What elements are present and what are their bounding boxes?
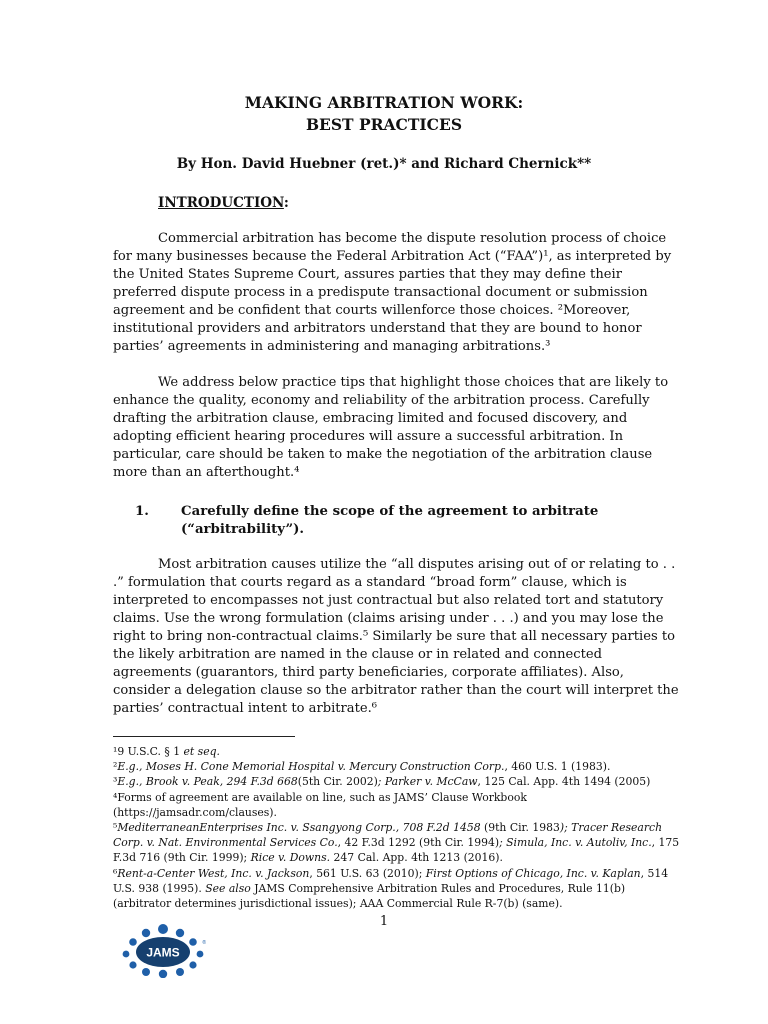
footnote-6 [113, 866, 669, 881]
footnote-text: JAMS Comprehensive Arbitration Rules and Procedures, Rule 11(b) [250, 881, 626, 895]
footnote-marker: ¹ [113, 745, 118, 758]
section-1-number: 1. [135, 504, 149, 519]
introduction-heading-text: INTRODUCTION [158, 195, 284, 211]
paragraph-3-line: .” formulation that courts regard as a standard “broad form” clause, which is [113, 575, 627, 590]
paragraph-2 [113, 374, 669, 482]
footnote-italic: et seq. [183, 745, 220, 758]
paragraph-1 [113, 230, 672, 356]
paragraph-2-line: We address below practice tips that highlight those choices that are likely to [158, 375, 669, 390]
footnote-4-continued: (https://jamsadr.com/clauses). [113, 805, 277, 819]
footnote-marker: ³ [113, 775, 118, 789]
footnote-text: U.S. 938 (1995). [113, 881, 206, 895]
footnote-italic: Rent-a-Center West, Inc. v. Jackson [117, 866, 310, 880]
footnote-text: 9 U.S.C. § 1 [117, 745, 184, 758]
footnote-italic: Corp. v. Nat. Environmental Services Co. [113, 836, 338, 850]
footnote-text: (5th Cir. 2002) [297, 775, 378, 789]
footnote-italic: E.g., Moses H. Cone Memorial Hospital v. Mercury Construction Corp. [117, 760, 505, 774]
paragraph-3-line: Most arbitration causes utilize the “all disputes arising out of or relating to . . [158, 557, 676, 572]
footnote-text: , 175 [651, 836, 680, 850]
footnote-italic: MediterraneanEnterprises Inc. v. Ssangyong Corp., 708 F.2d 1458 [117, 820, 481, 834]
footnote-text: , 514 [640, 866, 669, 880]
footnote-italic: ); Tracer Research [559, 820, 663, 834]
logo-registered-mark: ® [202, 940, 206, 946]
title-line-2: BEST PRACTICES [305, 115, 463, 134]
paragraph-3 [113, 556, 679, 718]
paragraph-1-line: the United States Supreme Court, assures parties that they may define their [113, 267, 622, 282]
paragraph-3-line: right to bring non-contractual claims.⁵ Similarly be sure that all necessary parties to [113, 629, 676, 644]
paragraph-1-line: for many businesses because the Federal Arbitration Act (“FAA”)¹, as interpreted by [113, 249, 672, 264]
footnote-italic: E.g., Brook v. Peak, 294 F.3d 668 [117, 775, 298, 789]
footnote-text: , 561 U.S. 63 (2010); [309, 866, 426, 880]
footnote-marker: ² [113, 760, 118, 774]
paragraph-3-line: agreements (guarantors, third party beneficiaries, corporate affiliates). Also, [113, 665, 624, 680]
footnote-text: , 460 U.S. 1 (1983). [504, 760, 611, 774]
footnote-5-continued [113, 835, 680, 850]
introduction-heading [158, 194, 289, 212]
section-1-heading-line: (“arbitrability”). [181, 522, 305, 537]
section-1-heading-line: Carefully define the scope of the agreement to arbitrate [181, 504, 599, 519]
paragraph-2-line: adopting efficient hearing procedures will assure a successful arbitration. In [113, 429, 624, 444]
title-line-1: MAKING ARBITRATION WORK: [244, 93, 524, 112]
footnote-4: ⁴Forms of agreement are available on line, such as JAMS’ Clause Workbook [113, 790, 527, 804]
footnote-6-continued [113, 881, 658, 896]
footnote-5 [113, 820, 663, 835]
footnote-italic: ; Simula, Inc. v. Autoliv, Inc. [499, 836, 652, 850]
paragraph-1-line: preferred dispute process in a predispute transactional document or submission [113, 285, 648, 300]
paragraph-1-line: parties’ agreements in administering and managing arbitrations.³ [113, 339, 551, 354]
footnote-6-continued: (arbitrator determines jurisdictional issues); AAA Commercial Rule R-7(b) (same). [113, 896, 563, 910]
footnote-text: , 42 F.3d 1292 (9th Cir. 1994) [337, 836, 500, 850]
footnote-italic: ; Parker v. McCaw [377, 775, 478, 789]
paragraph-1-line: Commercial arbitration has become the dispute resolution process of choice [158, 231, 667, 246]
paragraph-1-line: agreement and be confident that courts willenforce those choices. ²Moreover, [113, 303, 631, 318]
paragraph-3-line: the likely arbitration are named in the clause or in related and connected [113, 647, 602, 662]
footnote-marker: ⁵ [113, 820, 118, 834]
document-title [0, 92, 768, 136]
section-1-heading-text [181, 503, 598, 539]
paragraph-2-line: enhance the quality, economy and reliability of the arbitration process. Carefully [113, 393, 650, 408]
page-number: 1 [379, 914, 389, 929]
paragraph-3-line: parties’ contractual intent to arbitrate.⁶ [113, 701, 378, 716]
footnote-marker: ⁶ [113, 866, 118, 880]
footnote-separator [113, 736, 295, 737]
logo-text: JAMS [146, 945, 180, 960]
paragraph-2-line: drafting the arbitration clause, embracing limited and focused discovery, and [113, 411, 628, 426]
footnote-text: 247 Cal. App. 4th 1213 (2016). [330, 851, 503, 865]
footnote-italic: First Options of Chicago, Inc. v. Kaplan [425, 866, 641, 880]
paragraph-2-line: particular, care should be taken to make the negotiation of the arbitration clause [113, 447, 653, 462]
paragraph-3-line: interpreted to encompasses not just contractual but also related tort and statutory [113, 593, 664, 608]
footnote-text: F.3d 716 (9th Cir. 1999); [113, 851, 251, 865]
paragraph-1-line: institutional providers and arbitrators understand that they are bound to honor [113, 321, 642, 336]
footnotes [113, 744, 680, 911]
paragraph-2-line: more than an afterthought.⁴ [113, 465, 300, 480]
footnote-1 [113, 744, 658, 759]
footnote-text: (9th Cir. 1983 [480, 820, 560, 834]
paragraph-3-line: claims. Use the wrong formulation (claims arising under . . .) and you may lose the [113, 611, 664, 626]
introduction-heading-colon: : [283, 195, 289, 211]
jams-logo [118, 922, 208, 978]
author-byline: By Hon. David Huebner (ret.)* and Richard Chernick** [176, 156, 592, 172]
paragraph-3-line: consider a delegation clause so the arbitrator rather than the court will interpret the [113, 683, 679, 698]
footnote-italic: Rice v. Downs. [250, 851, 331, 865]
footnote-2 [113, 759, 658, 774]
footnote-italic: See also [205, 881, 251, 895]
footnote-3 [113, 774, 658, 789]
footnote-5-continued [113, 850, 658, 865]
footnote-text: , 125 Cal. App. 4th 1494 (2005) [477, 775, 651, 789]
